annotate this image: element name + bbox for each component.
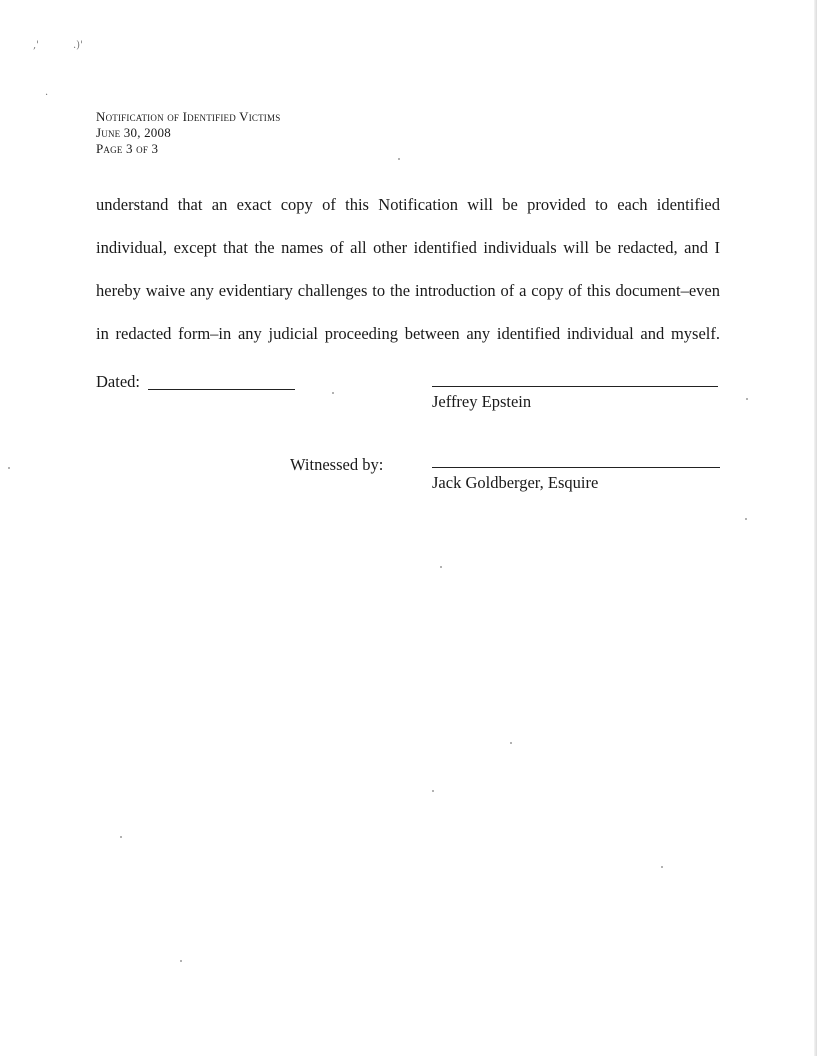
scan-speck (510, 742, 512, 744)
dated-blank-line (148, 389, 295, 390)
body-line-1: understand that an exact copy of this Notification will be provided to each identified (96, 195, 720, 214)
header-date: June 30, 2008 (96, 125, 171, 140)
scan-speck (120, 836, 122, 838)
scan-mark: .)' (73, 40, 83, 51)
witness-label: Witnessed by: (290, 455, 384, 474)
header-page-number: Page 3 of 3 (96, 141, 159, 156)
scan-speck (746, 398, 748, 400)
witness-signature-line (432, 467, 720, 468)
signer-signature-line (432, 386, 718, 387)
scan-speck (661, 866, 663, 868)
scan-speck (8, 467, 10, 469)
body-line-4: in redacted form–in any judicial proceeding between any identified individual and myself. (96, 324, 720, 343)
dated-label: Dated: (96, 372, 140, 391)
scan-speck (180, 960, 182, 962)
body-line-3: hereby waive any evidentiary challenges to the introduction of a copy of this document–even (96, 281, 720, 300)
scan-speck (398, 158, 400, 160)
scan-speck (440, 566, 442, 568)
scan-speck (332, 392, 334, 394)
scan-speck (745, 518, 747, 520)
body-line-2: individual, except that the names of all other identified individuals will be redacted, and I (96, 238, 720, 257)
header-title: Notification of Identified Victims (96, 109, 281, 124)
body-paragraph (96, 183, 720, 355)
scan-mark: ,' (33, 40, 39, 51)
witness-name: Jack Goldberger, Esquire (432, 473, 599, 492)
document-header (96, 109, 280, 157)
scan-speck (432, 790, 434, 792)
signer-name: Jeffrey Epstein (432, 392, 532, 411)
scan-mark: · (45, 90, 49, 101)
